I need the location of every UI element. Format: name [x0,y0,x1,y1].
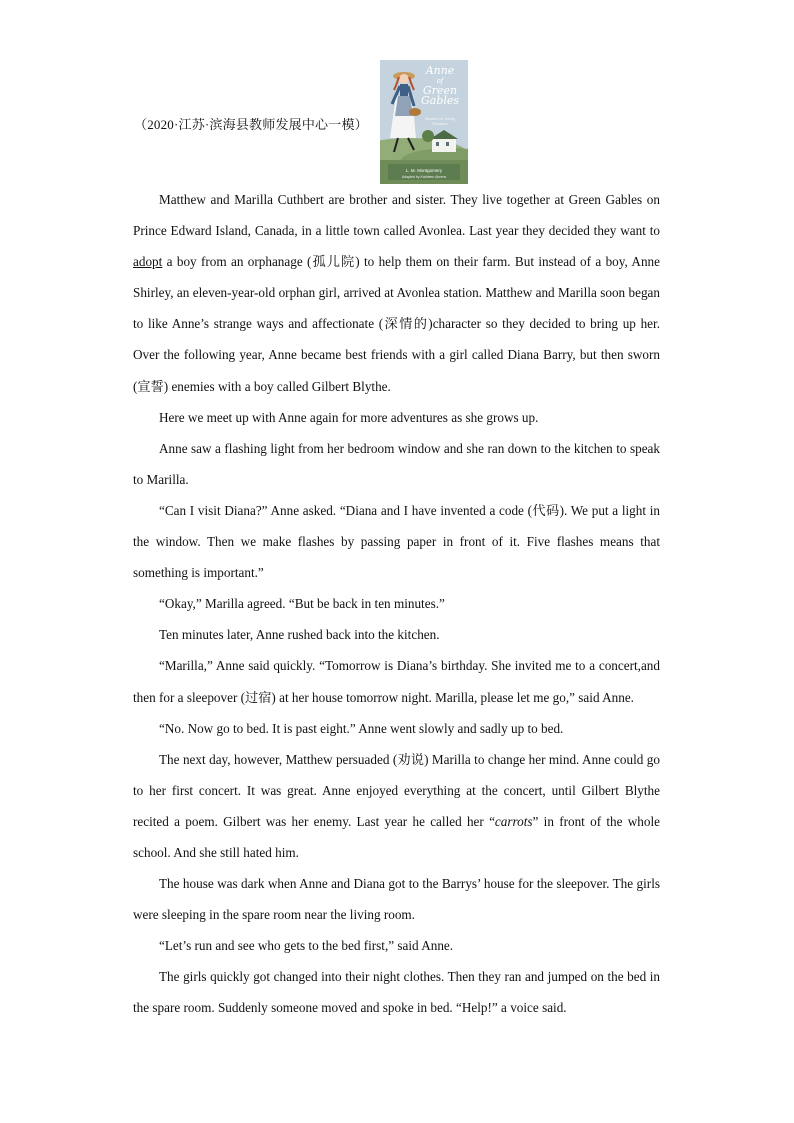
cover-title-line: Green [422,84,458,97]
text-span: Matthew and Marilla Cuthbert are brother and sister. They live together at Green Gables on Prince Edward Island, Canada, in a little town called Avonlea. Last year they decided they want to [133,192,660,239]
paragraph: “Marilla,” Anne said quickly. “Tomorrow is Diana’s birthday. She invited me to a concert,and then for a sleepover (过宿) at her house tomorrow night. Marilla, please let me go,” said Anne. [133,658,660,705]
text-span: The next day, however, Matthew persuaded (劝说) Marilla to change her mind. Anne could go to her first concert. It was great. Anne enjoyed everything at the concert, until Gilbert Blythe recited a poem. Gilbert was her enemy. Last year he called her “ [133,751,660,829]
paragraph [133,744,660,868]
cover-title-line: of [436,77,444,85]
underlined-word: adopt [133,254,163,270]
text-span: a boy from an orphanage (孤儿院) to help them on their farm. But instead of a boy, Anne Shirley, an eleven-year-old orphan girl, arrived at Avonlea station. Matthew and Marilla soon began to like Anne’s strange ways and affectionate (深情的)character so they decided to bring up her. Over the following year, Anne became best friends with a girl called Diana Barry, but then sworn (宣誓) enemies with a boy called Gilbert Blythe. [133,254,660,394]
passage [133,184,660,1024]
paragraph: Ten minutes later, Anne rushed back into the kitchen. [159,627,440,643]
cover-title-line: Anne [425,64,455,77]
cover-subtitle: Stories for Young Readers [424,116,456,126]
cover-author: L. M. Montgomery [405,168,443,173]
paragraph: “Let’s run and see who gets to the bed first,” said Anne. [159,938,454,954]
italic-word: carrots [494,813,533,829]
paragraph [133,184,660,402]
paragraph: “Okay,” Marilla agreed. “But be back in ten minutes.” [159,596,445,612]
paragraph: The girls quickly got changed into their night clothes. Then they ran and jumped on the bed in the spare room. Suddenly someone moved and spoke in bed. “Help!” a voice said. [133,969,660,1016]
cover-title-line: Gables [420,94,460,107]
cover-title [417,66,463,106]
book-cover-image [380,60,468,184]
paragraph: “Can I visit Diana?” Anne asked. “Diana and I have invented a code (代码). We put a light in the window. Then we make flashes by passing paper in front of it. Five flashes means that something is important.” [133,502,660,581]
paragraph: Here we meet up with Anne again for more adventures as she grows up. [159,409,539,425]
text-span: ” in front of the whole school. And she still hated him. [133,813,660,860]
cover-adapter: Adapted by Kathleen Ahrens [401,175,447,179]
source-label: （2020·江苏·滨海县教师发展中心一模） [134,117,368,132]
paragraph: Anne saw a flashing light from her bedroom window and she ran down to the kitchen to speak to Marilla. [133,440,660,487]
paragraph: “No. Now go to bed. It is past eight.” Anne went slowly and sadly up to bed. [159,720,564,736]
paragraph: The house was dark when Anne and Diana got to the Barrys’ house for the sleepover. The girls were sleeping in the spare room near the living room. [133,876,660,923]
